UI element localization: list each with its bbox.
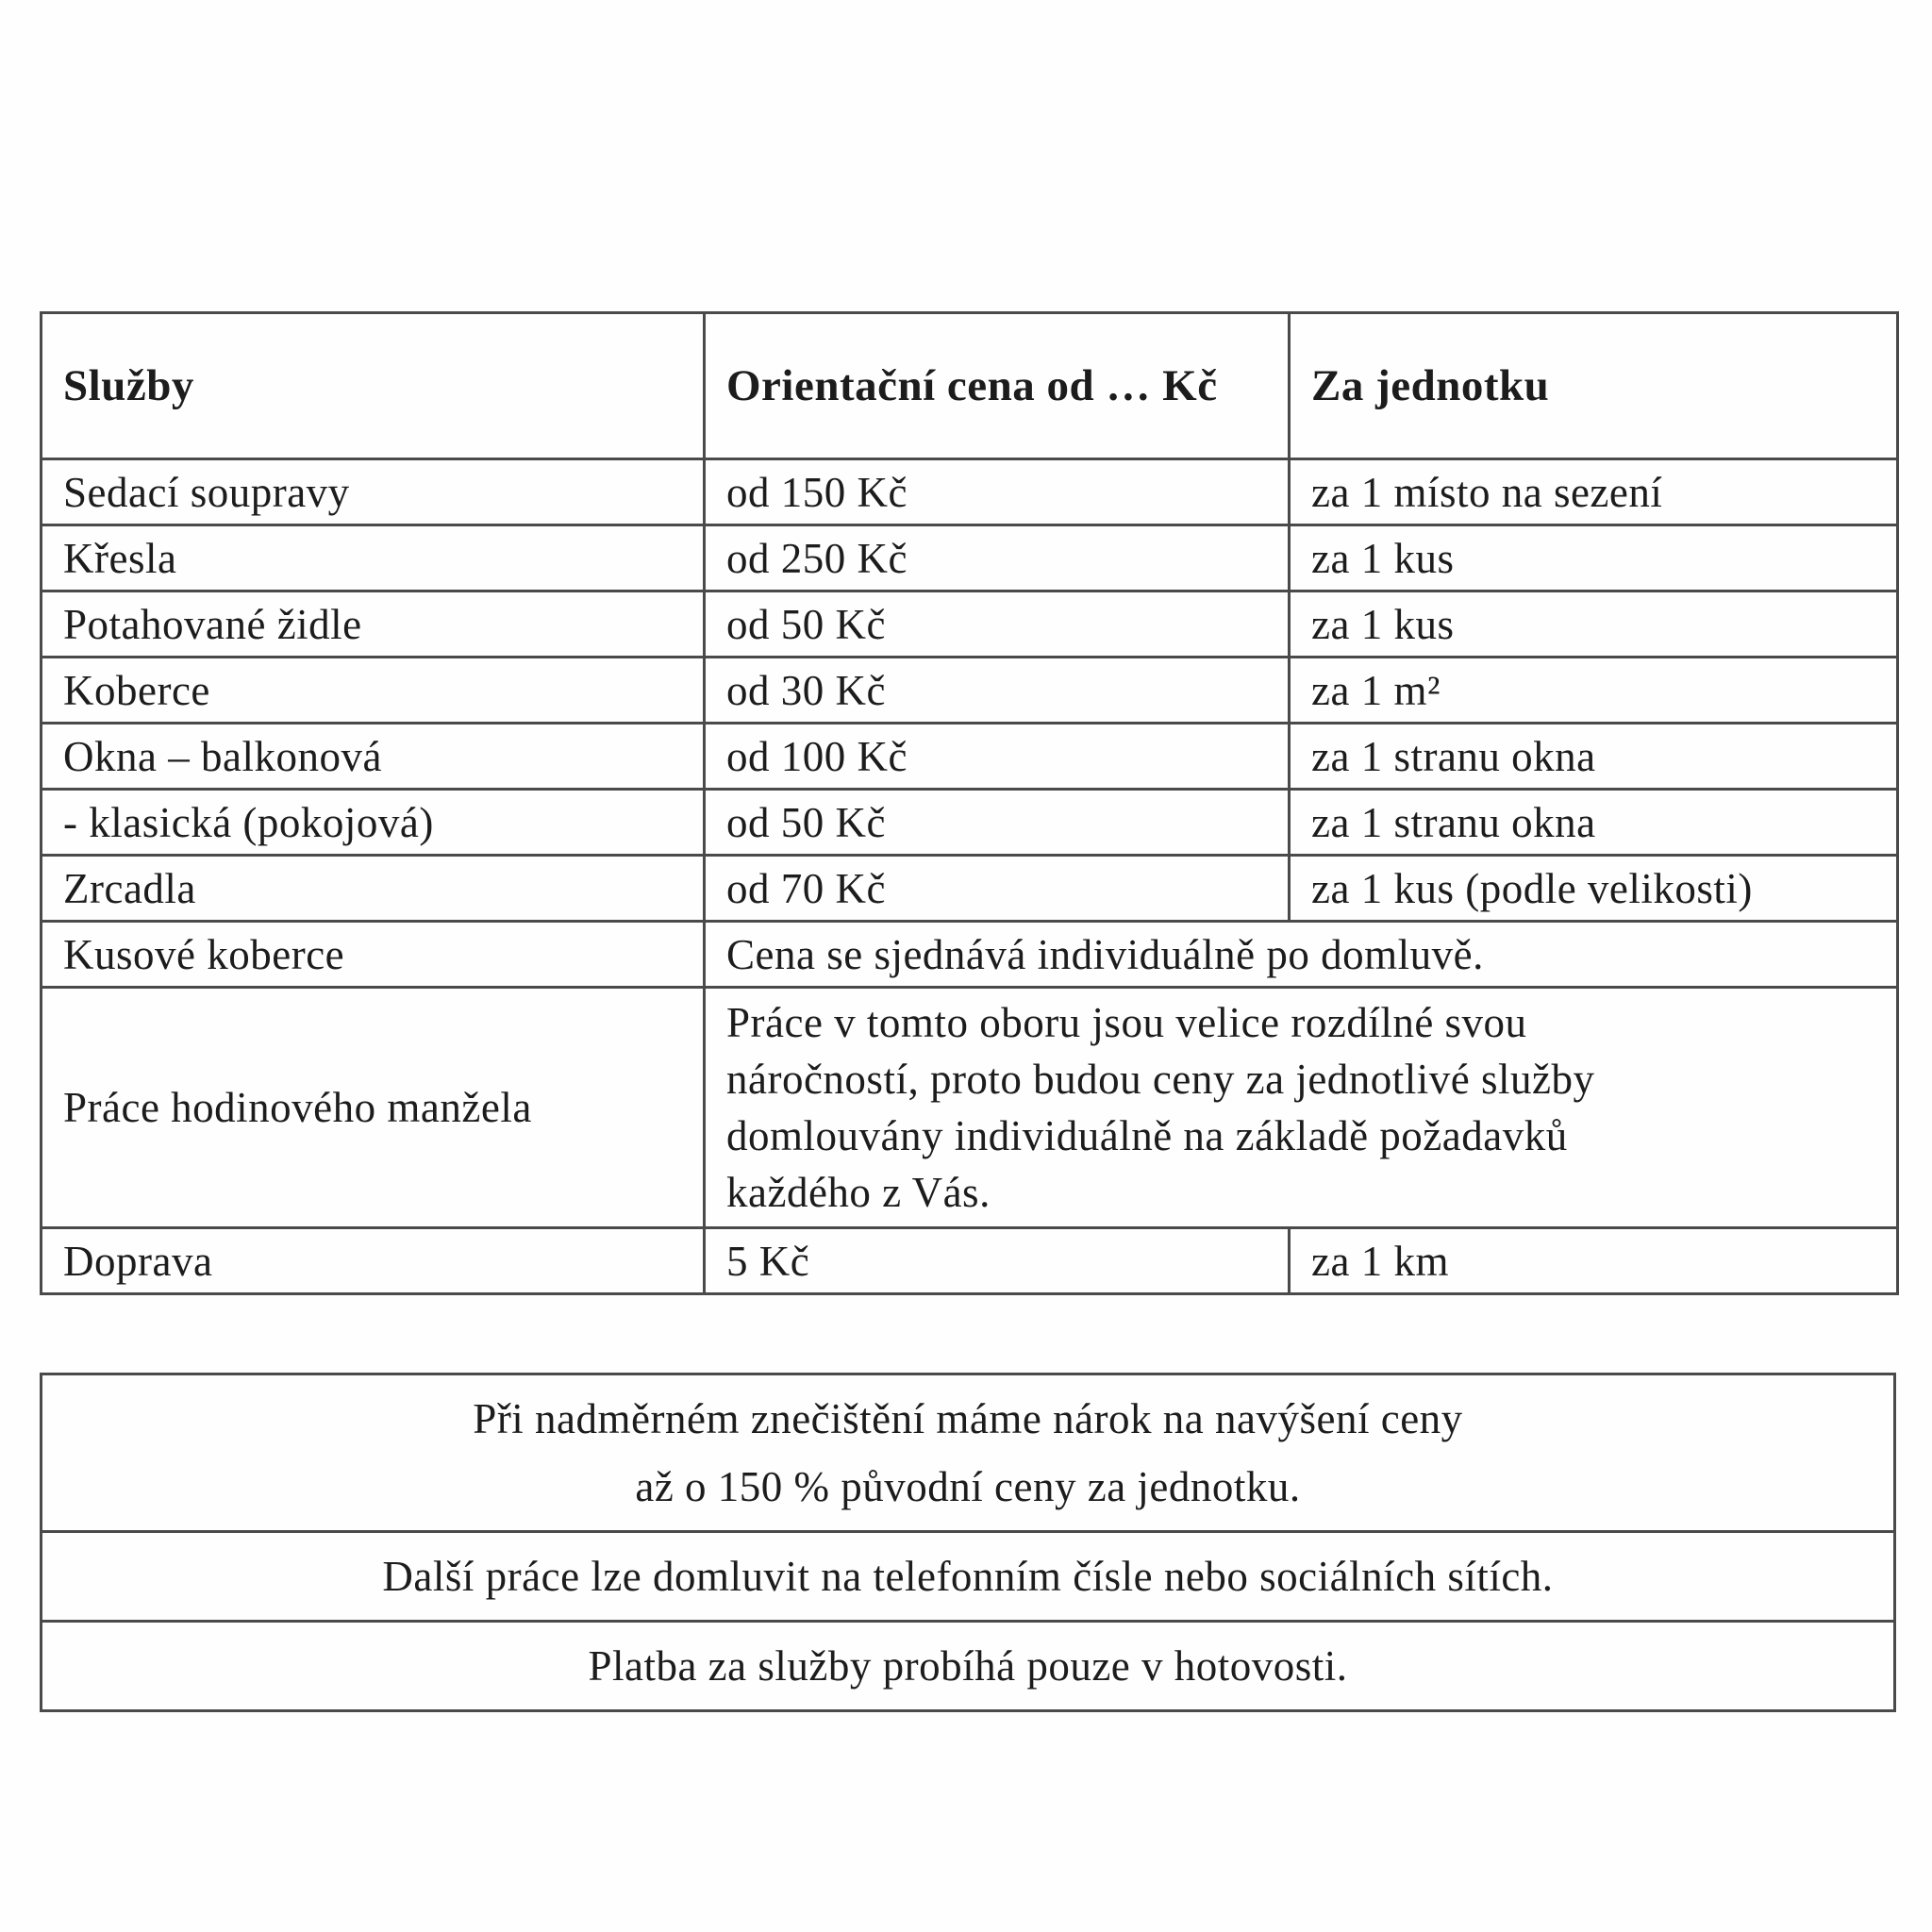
table-row-potahovane-zidle xyxy=(42,591,1898,658)
unit-cell: za 1 místo na sezení xyxy=(1290,459,1898,525)
table-row-zrcadla xyxy=(42,856,1898,922)
notes-box xyxy=(40,1373,1896,1712)
table-row-kusove-koberce xyxy=(42,922,1898,988)
unit-cell: za 1 stranu okna xyxy=(1290,724,1898,790)
table-row-prace-hodinoveho-manzela xyxy=(42,988,1898,1228)
service-cell: Práce hodinového manžela xyxy=(42,988,705,1228)
unit-cell: za 1 stranu okna xyxy=(1290,790,1898,856)
merged-note-cell xyxy=(705,988,1898,1228)
note-row-surcharge xyxy=(42,1374,1895,1532)
note-line: Platba za služby probíhá pouze v hotovosti. xyxy=(588,1642,1348,1690)
table-row-koberce xyxy=(42,658,1898,724)
note-row-payment xyxy=(42,1622,1895,1711)
merged-note-line: Práce v tomto oboru jsou velice rozdílné svou xyxy=(726,999,1527,1046)
unit-cell: za 1 kus (podle velikosti) xyxy=(1290,856,1898,922)
price-cell: od 50 Kč xyxy=(705,591,1290,658)
table-row-kresla xyxy=(42,525,1898,591)
service-cell: Okna – balkonová xyxy=(42,724,705,790)
price-cell: od 30 Kč xyxy=(705,658,1290,724)
merged-note-line: náročností, proto budou ceny za jednotlivé služby xyxy=(726,1056,1595,1103)
price-cell: od 150 Kč xyxy=(705,459,1290,525)
table-header-row xyxy=(42,313,1898,459)
service-cell: - klasická (pokojová) xyxy=(42,790,705,856)
price-cell: od 100 Kč xyxy=(705,724,1290,790)
note-cell xyxy=(42,1622,1895,1711)
price-cell: od 50 Kč xyxy=(705,790,1290,856)
note-cell xyxy=(42,1532,1895,1622)
unit-cell: za 1 kus xyxy=(1290,591,1898,658)
service-cell: Koberce xyxy=(42,658,705,724)
unit-cell: za 1 km xyxy=(1290,1228,1898,1294)
note-line: Při nadměrném znečištění máme nárok na navýšení ceny xyxy=(473,1395,1463,1442)
note-row-contact xyxy=(42,1532,1895,1622)
note-line: Další práce lze domluvit na telefonním čísle nebo sociálních sítích. xyxy=(382,1553,1554,1600)
merged-note-line: domlouvány individuálně na základě požadavků xyxy=(726,1112,1568,1159)
service-cell: Sedací soupravy xyxy=(42,459,705,525)
table-row-okna-klasicka xyxy=(42,790,1898,856)
service-cell: Potahované židle xyxy=(42,591,705,658)
merged-note-cell: Cena se sjednává individuálně po domluvě. xyxy=(705,922,1898,988)
price-cell: od 70 Kč xyxy=(705,856,1290,922)
note-cell xyxy=(42,1374,1895,1532)
service-cell: Kusové koberce xyxy=(42,922,705,988)
price-cell: 5 Kč xyxy=(705,1228,1290,1294)
header-cell-price: Orientační cena od … Kč xyxy=(705,313,1290,459)
service-cell: Doprava xyxy=(42,1228,705,1294)
unit-cell: za 1 m² xyxy=(1290,658,1898,724)
note-line: až o 150 % původní ceny za jednotku. xyxy=(635,1463,1301,1510)
service-cell: Zrcadla xyxy=(42,856,705,922)
header-cell-unit: Za jednotku xyxy=(1290,313,1898,459)
header-cell-services: Služby xyxy=(42,313,705,459)
unit-cell: za 1 kus xyxy=(1290,525,1898,591)
table-row-doprava xyxy=(42,1228,1898,1294)
service-cell: Křesla xyxy=(42,525,705,591)
merged-note-line: každého z Vás. xyxy=(726,1169,991,1216)
price-table xyxy=(40,311,1899,1295)
table-row-sedaci-soupravy xyxy=(42,459,1898,525)
price-cell: od 250 Kč xyxy=(705,525,1290,591)
table-row-okna-balkonova xyxy=(42,724,1898,790)
